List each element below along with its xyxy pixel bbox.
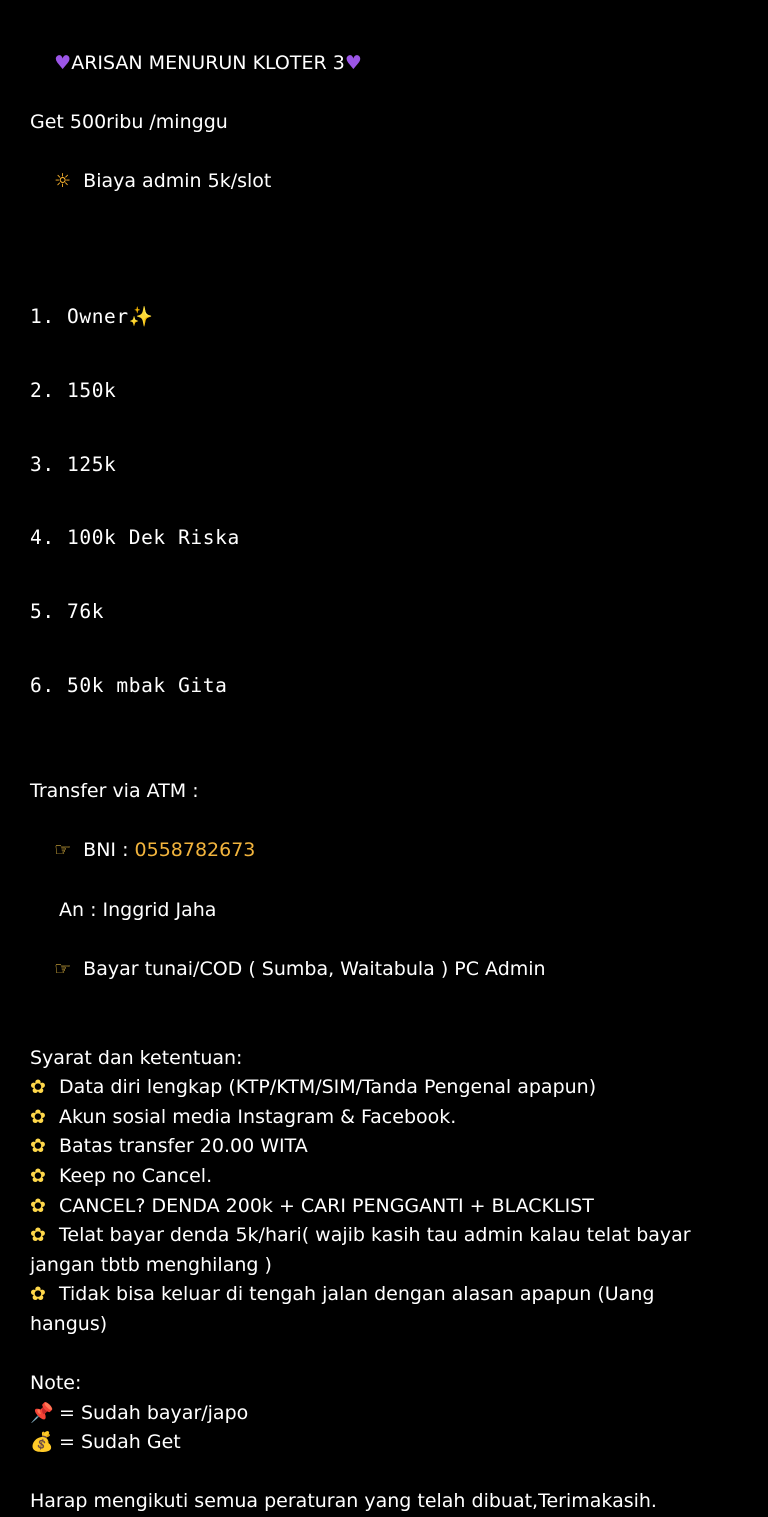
terms-item-text: Data diri lengkap (KTP/KTM/SIM/Tanda Pengenal apapun) xyxy=(59,1076,597,1099)
note-heading: Note: xyxy=(30,1372,82,1395)
terms-item-text: CANCEL? DENDA 200k + CARI PENGGANTI + BLACKLIST xyxy=(59,1194,594,1217)
slot-number: 3. xyxy=(30,452,55,476)
pointing-hand-icon: ☞ xyxy=(54,839,72,862)
slot-item xyxy=(30,305,730,330)
sunflower-icon: ✿ xyxy=(30,1224,46,1247)
slot-label: 100k Dek Riska xyxy=(67,526,240,550)
terms-item xyxy=(30,1132,730,1162)
bni-line xyxy=(30,807,730,896)
sunflower-icon: ✿ xyxy=(30,1105,46,1128)
note-received xyxy=(30,1428,730,1458)
terms-heading: Syarat dan ketentuan: xyxy=(30,1046,243,1069)
slot-number: 5. xyxy=(30,600,55,624)
slot-number: 6. xyxy=(30,673,55,697)
sparkles-icon: ✨ xyxy=(128,304,154,328)
slot-list xyxy=(30,256,730,748)
spacer xyxy=(30,1458,730,1488)
bni-label: BNI : xyxy=(83,839,135,862)
spacer xyxy=(30,1014,730,1044)
terms-item-text: Tidak bisa keluar di tengah jalan dengan alasan apapun (Uang hangus) xyxy=(30,1283,661,1335)
terms-item-text: Keep no Cancel. xyxy=(59,1164,213,1187)
slot-item xyxy=(30,600,730,625)
admin-fee-text: Biaya admin 5k/slot xyxy=(83,169,272,192)
terms-item-text: Batas transfer 20.00 WITA xyxy=(59,1135,308,1158)
note-paid xyxy=(30,1399,730,1429)
title-text: ARISAN MENURUN KLOTER 3 xyxy=(71,51,345,74)
terms-item-text: Telat bayar denda 5k/hari( wajib kasih tau admin kalau telat bayar jangan tbtb menghilang ) xyxy=(30,1224,697,1276)
account-holder: An : Inggrid Jaha xyxy=(59,898,217,921)
cash-text: Bayar tunai/COD ( Sumba, Waitabula ) PC Admin xyxy=(83,957,546,980)
terms-item xyxy=(30,1162,730,1192)
slot-label: 150k xyxy=(67,378,117,402)
spacer xyxy=(30,226,730,256)
terms-item xyxy=(30,1221,730,1280)
note-content xyxy=(30,19,730,1517)
subtitle: Get 500ribu /minggu xyxy=(30,110,228,133)
slot-label: Owner xyxy=(67,304,129,328)
purple-heart-icon: ♥ xyxy=(344,51,362,74)
note-paid-text: = Sudah bayar/japo xyxy=(59,1401,249,1424)
terms-item xyxy=(30,1192,730,1222)
slot-item xyxy=(30,453,730,478)
slot-item xyxy=(30,379,730,404)
pushpin-icon: 📌 xyxy=(30,1401,54,1424)
slot-item xyxy=(30,526,730,551)
bni-account-link[interactable]: 0558782673 xyxy=(134,839,256,862)
slot-number: 4. xyxy=(30,526,55,550)
slot-item xyxy=(30,674,730,699)
money-bag-icon: 💰 xyxy=(30,1431,54,1454)
title-line xyxy=(30,19,730,108)
admin-fee-line xyxy=(30,137,730,226)
closing-text: Harap mengikuti semua peraturan yang telah dibuat,Terimakasih. xyxy=(30,1490,657,1513)
slot-label: 125k xyxy=(67,452,117,476)
terms-item xyxy=(30,1073,730,1103)
slot-number: 1. xyxy=(30,304,55,328)
sun-icon: ☼ xyxy=(54,169,72,192)
transfer-heading: Transfer via ATM : xyxy=(30,780,199,803)
sunflower-icon: ✿ xyxy=(30,1076,46,1099)
purple-heart-icon: ♥ xyxy=(54,51,72,74)
terms-item xyxy=(30,1280,730,1339)
slot-number: 2. xyxy=(30,378,55,402)
sunflower-icon: ✿ xyxy=(30,1135,46,1158)
cash-line xyxy=(30,925,730,1014)
spacer xyxy=(30,1340,730,1370)
slot-label: 50k mbak Gita xyxy=(67,673,228,697)
terms-item-text: Akun sosial media Instagram & Facebook. xyxy=(59,1105,457,1128)
sunflower-icon: ✿ xyxy=(30,1194,46,1217)
slot-label: 76k xyxy=(67,600,105,624)
note-received-text: = Sudah Get xyxy=(59,1431,181,1454)
sunflower-icon: ✿ xyxy=(30,1283,46,1306)
spacer xyxy=(30,748,730,778)
pointing-hand-icon: ☞ xyxy=(54,957,72,980)
sunflower-icon: ✿ xyxy=(30,1164,46,1187)
terms-item xyxy=(30,1103,730,1133)
